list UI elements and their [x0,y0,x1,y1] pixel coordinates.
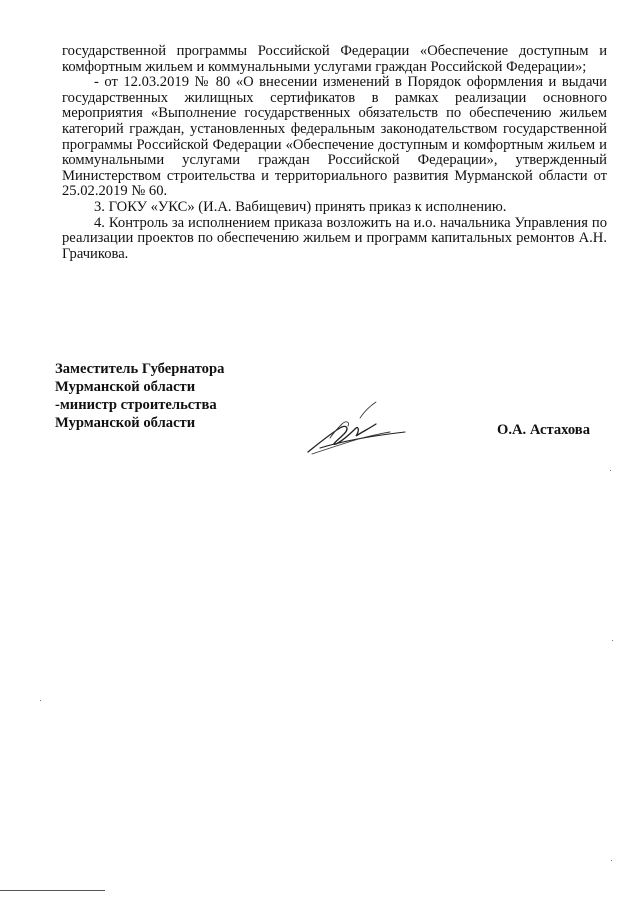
signer-position [55,360,224,432]
paragraph-item-3: 3. ГОКУ «УКС» (И.А. Вабищевич) принять приказ к исполнению. [94,198,507,215]
signer-position-line: Мурманской области [55,379,196,395]
scan-speck [612,640,613,641]
signer-position-line: -министр строительства [55,397,217,413]
paragraph-continuation: государственной программы Российской Федерации «Обеспечение доступным и комфортным жильем и коммунальными услугами граждан Российской Федерации»; [62,43,607,75]
scan-speck [611,860,612,861]
signer-position-line: Заместитель Губернатора [55,361,225,377]
paragraph-item-4: 4. Контроль за исполнением приказа возложить на и.о. начальника Управления по реализации проектов по обеспечению жильем и программ капитальных ремонтов А.Н. Грачикова. [62,214,607,262]
document-body [62,44,607,262]
signer-name: О.А. Астахова [497,422,590,438]
paragraph-amendment-item: - от 12.03.2019 № 80 «О внесении изменений в Порядок оформления и выдачи государственных жилищных сертификатов в рамках реализации основного мероприятия «Выполнение государственных обязательств по обеспечению жильем категорий граждан, установленных федеральным законодательством государственной программы Российской Федерации «Обеспечение доступным и комфортным жильем и коммунальными услугами граждан Российской Федерации», утвержденный Министерством строительства и территориального развития Мурманской области от 25.02.2019 № 60. [62,74,607,200]
handwritten-signature [300,398,410,458]
scan-speck [610,470,611,471]
signer-position-line: Мурманской области [55,415,196,431]
footer-divider [0,890,105,891]
scan-speck [40,700,41,701]
